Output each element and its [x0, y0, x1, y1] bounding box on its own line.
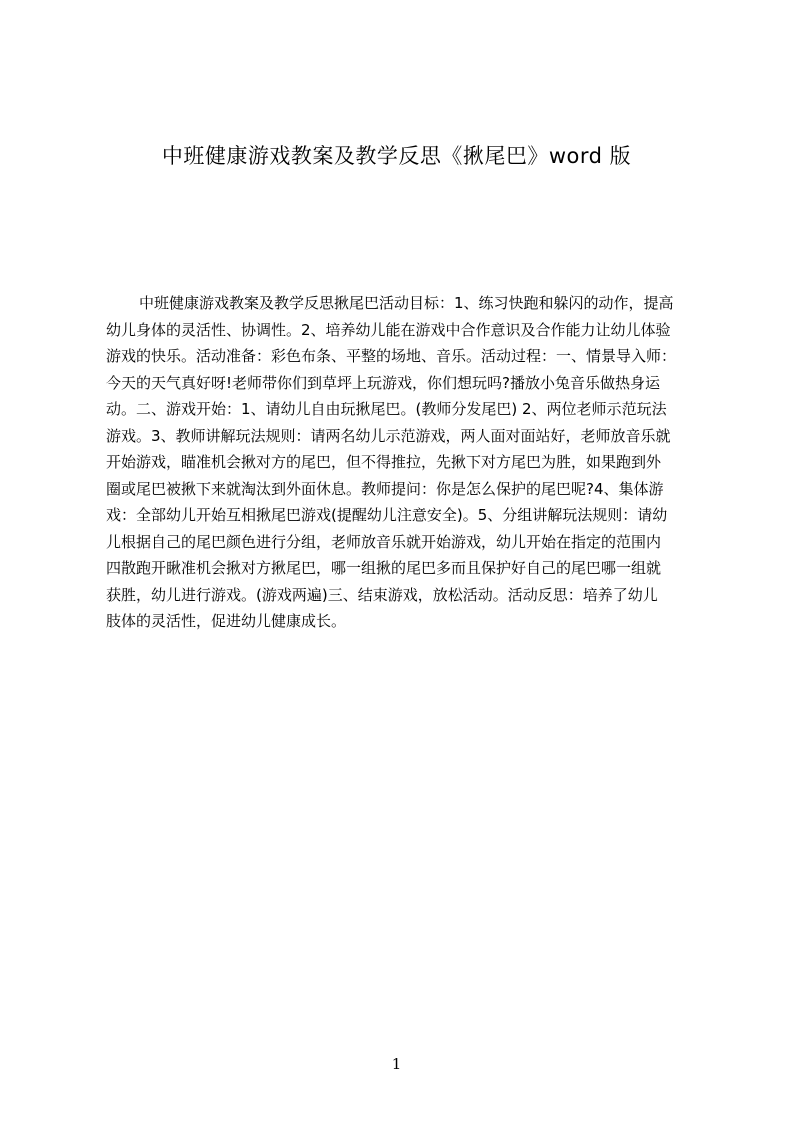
paragraph-line: 游戏的快乐。活动准备：彩色布条、平整的场地、音乐。活动过程：一、情景导入师： [106, 347, 677, 365]
paragraph-line: 游戏。3、教师讲解玩法规则：请两名幼儿示范游戏，两人面对面站好，老师放音乐就 [106, 426, 671, 445]
paragraph-line: 肢体的灵活性，促进幼儿健康成长。 [106, 612, 347, 630]
body-paragraph [106, 290, 696, 635]
document-title: 中班健康游戏教案及教学反思《揪尾巴》word 版 [161, 144, 632, 168]
paragraph-line: 中班健康游戏教案及教学反思揪尾巴活动目标：1、练习快跑和躲闪的动作，提高 [139, 294, 674, 312]
paragraph-line: 戏：全部幼儿开始互相揪尾巴游戏(提醒幼儿注意安全)。5、分组讲解玩法规则：请幼 [106, 506, 668, 524]
paragraph-line: 获胜，幼儿进行游戏。(游戏两遍)三、结束游戏，放松活动。活动反思：培养了幼儿 [106, 585, 658, 604]
paragraph-line: 圈或尾巴被揪下来就淘汰到外面休息。教师提问：你是怎么保护的尾巴呢?4、集体游 [106, 479, 664, 498]
paragraph-line: 儿根据自己的尾巴颜色进行分组，老师放音乐就开始游戏，幼儿开始在指定的范围内 [106, 532, 662, 551]
paragraph-line: 今天的天气真好呀!老师带你们到草坪上玩游戏，你们想玩吗?播放小兔音乐做热身运 [106, 373, 660, 392]
page-number: 1 [391, 1055, 402, 1073]
paragraph-line: 开始游戏，瞄准机会揪对方的尾巴，但不得推拉，先揪下对方尾巴为胜，如果跑到外 [106, 453, 662, 471]
paragraph-line: 动。二、游戏开始：1、请幼儿自由玩揪尾巴。(教师分发尾巴) 2、两位老师示范玩法 [106, 400, 667, 418]
paragraph-line: 幼儿身体的灵活性、协调性。2、培养幼儿能在游戏中合作意识及合作能力让幼儿体验 [106, 320, 671, 339]
paragraph-line: 四散跑开瞅准机会揪对方揪尾巴，哪一组揪的尾巴多而且保护好自己的尾巴哪一组就 [106, 559, 662, 577]
